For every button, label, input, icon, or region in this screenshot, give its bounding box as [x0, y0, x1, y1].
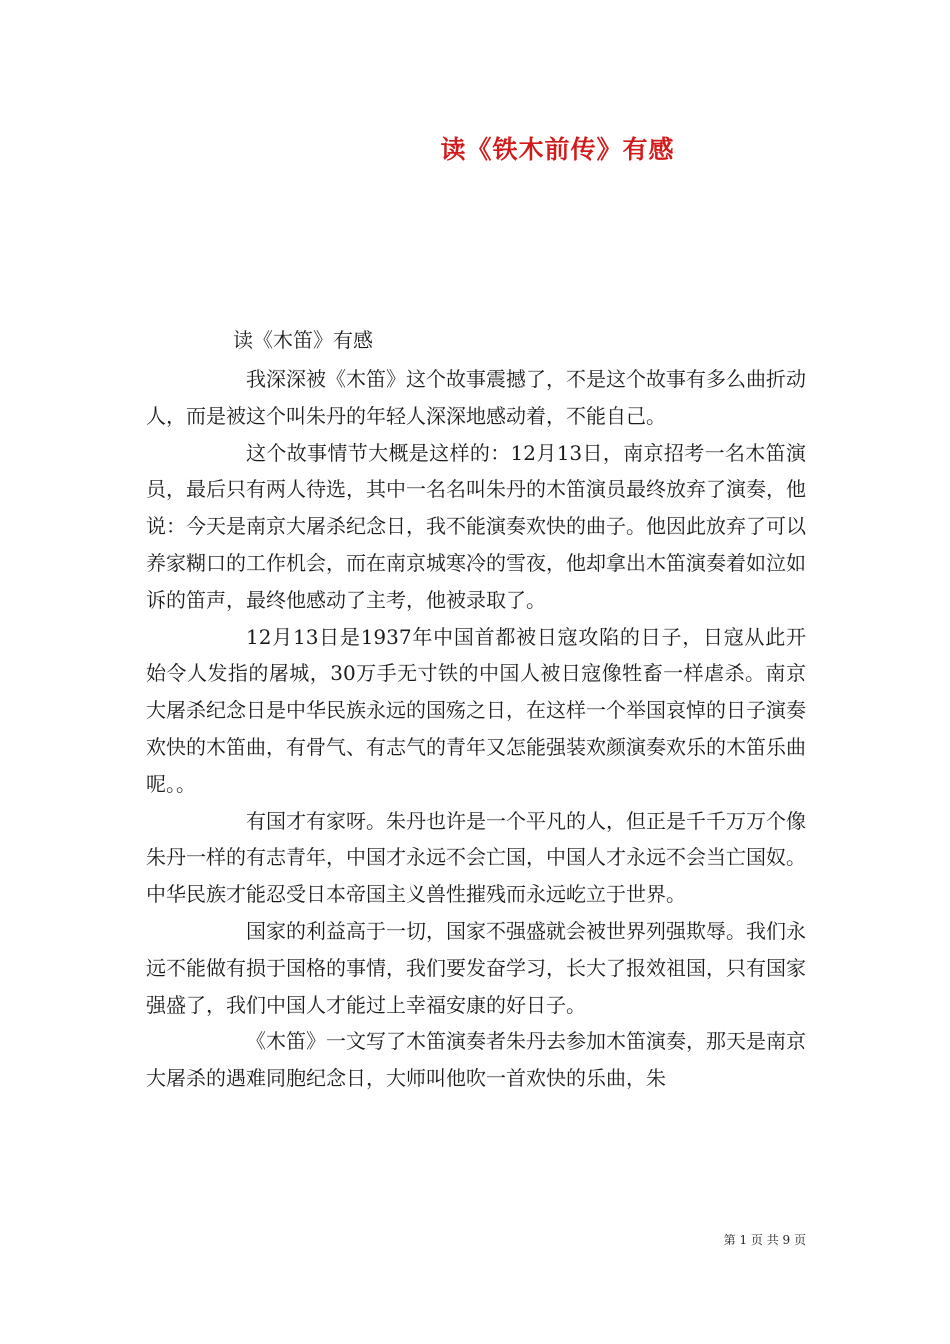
paragraph: 《木笛》一文写了木笛演奏者朱丹去参加木笛演奏，那天是南京大屠杀的遇难同胞纪念日，大师叫他吹一首欢快的乐曲，朱 [146, 1029, 806, 1091]
paragraph: 我深深被《木笛》这个故事震撼了，不是这个故事有多么曲折动人，而是被这个叫朱丹的年轻人深深地感动着，不能自己。 [146, 367, 806, 428]
paragraph: 12月13日是1937年中国首都被日寇攻陷的日子，日寇从此开始令人发指的屠城，30万手无寸铁的中国人被日寇像牲畜一样虐杀。南京大屠杀纪念日是中华民族永远的国殇之日，在这样一个举国哀悼的日子演奏欢快的木笛曲，有骨气、有志气的青年又怎能强装欢颜演奏欢乐的木笛乐曲呢。。 [146, 624, 806, 796]
paragraph: 国家的利益高于一切，国家不强盛就会被世界列强欺辱。我们永远不能做有损于国格的事情，我们要发奋学习，长大了报效祖国，只有国家强盛了，我们中国人才能过上幸福安康的好日子。 [146, 918, 806, 1017]
document-title: 读《铁木前传》有感 [440, 135, 675, 164]
article-subtitle: 读《木笛》有感 [233, 328, 373, 352]
page-footer [0, 1232, 806, 1248]
page-number: 第 1 页 共 9 页 [723, 1233, 806, 1247]
paragraph: 有国才有家呀。朱丹也许是一个平凡的人，但正是千千万万个像朱丹一样的有志青年，中国才永远不会亡国，中国人才永远不会当亡国奴。中华民族才能忍受日本帝国主义兽性摧残而永远屹立于世界。 [146, 808, 806, 907]
paragraph: 这个故事情节大概是这样的：12月13日，南京招考一名木笛演员，最后只有两人待选，其中一名名叫朱丹的木笛演员最终放弃了演奏，他说：今天是南京大屠杀纪念日，我不能演奏欢快的曲子。他因此放弃了可以养家糊口的工作机会，而在南京城寒冷的雪夜，他却拿出木笛演奏着如泣如诉的笛声，最终他感动了主考，他被录取了。 [146, 440, 806, 612]
article-body [146, 361, 806, 1097]
